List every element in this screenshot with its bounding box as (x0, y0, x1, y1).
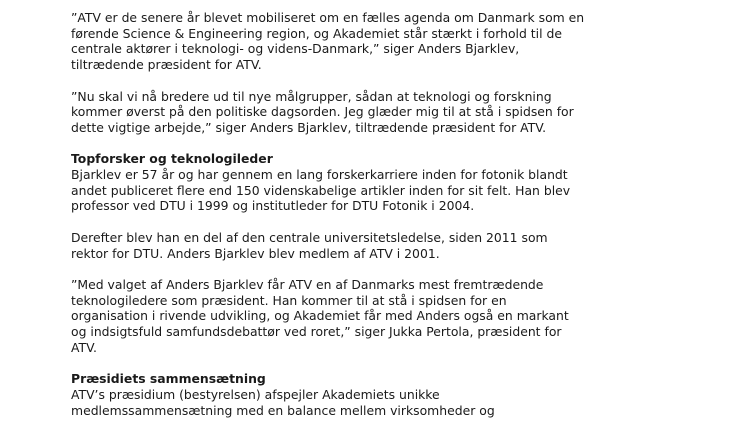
section-heading: Topforsker og teknologileder (71, 151, 273, 167)
text-line: medlemssammensætning med en balance mellem virksomheder og (71, 402, 495, 418)
text-line: rektor for DTU. Anders Bjarklev blev medlem af ATV i 2001. (71, 245, 440, 261)
text-line: centrale aktører i teknologi- og videns-Danmark,” siger Anders Bjarklev, (71, 41, 520, 57)
quote-paragraph-1 (71, 10, 591, 73)
paragraph-career (71, 230, 591, 261)
text-line: førende Science & Engineering region, og Akademiet står stærkt i forhold til de (71, 25, 562, 41)
text-line: ATV. (71, 339, 97, 355)
text-line: tiltrædende præsident for ATV. (71, 57, 262, 73)
text-line: ”ATV er de senere år blevet mobiliseret om en fælles agenda om Danmark som en (71, 10, 585, 25)
text-line: Bjarklev er 57 år og har gennem en lang forskerkarriere inden for fotonik blandt (71, 167, 568, 182)
quote-paragraph-2 (71, 89, 591, 136)
text-line: kommer øverst på den politiske dagsorden. Jeg glæder mig til at stå i spidsen for (71, 104, 574, 120)
text-line: ATV’s præsidium (bestyrelsen) afspejler Akademiets unikke (71, 386, 440, 402)
text-line: ”Med valget af Anders Bjarklev får ATV en af Danmarks mest fremtrædende (71, 276, 544, 292)
text-line: Derefter blev han en del af den centrale universitetsledelse, siden 2011 som (71, 229, 548, 245)
document-page (71, 10, 591, 434)
quote-paragraph-3 (71, 277, 591, 356)
text-line: og indsigtsfuld samfundsdebattør ved roret,” siger Jukka Pertola, præsident for (71, 324, 562, 339)
section-topforsker (71, 151, 591, 214)
text-line: organisation i rivende udvikling, og Akademiet får med Anders også en markant (71, 308, 569, 324)
text-line: andet publiceret flere end 150 videnskabelige artikler inden for sit felt. Han blev (71, 182, 571, 198)
text-line: teknologiledere som præsident. Han kommer til at stå i spidsen for en (71, 292, 507, 308)
text-line: dette vigtige arbejde,” siger Anders Bjarklev, tiltrædende præsident for ATV. (71, 119, 547, 135)
section-praesidium (71, 371, 591, 418)
section-heading: Præsidiets sammensætning (71, 371, 266, 387)
text-line: ”Nu skal vi nå bredere ud til nye målgrupper, sådan at teknologi og forskning (71, 88, 552, 104)
text-line: professor ved DTU i 1999 og institutleder for DTU Fotonik i 2004. (71, 198, 475, 214)
